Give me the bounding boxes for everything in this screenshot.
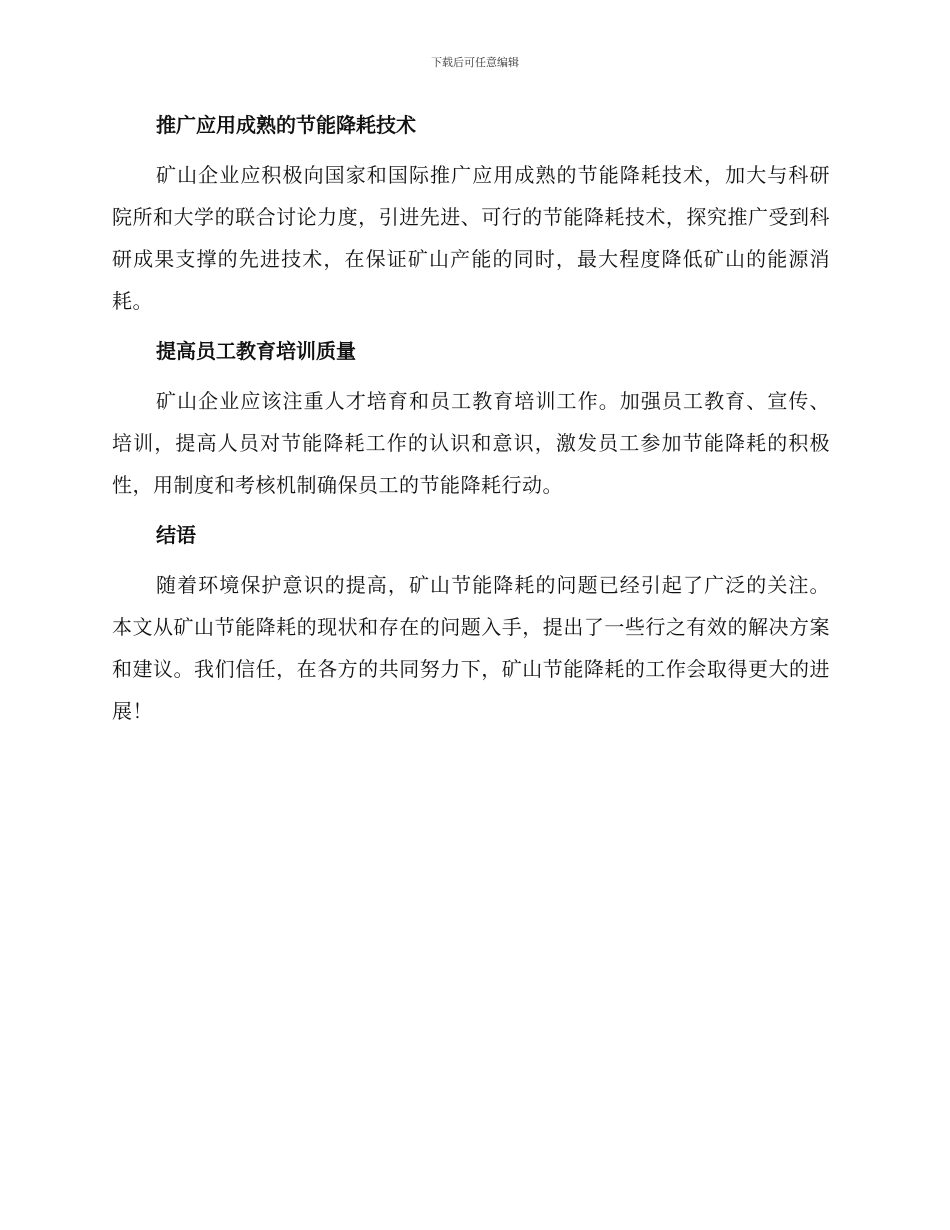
section-paragraph: 随着环境保护意识的提高，矿山节能降耗的问题已经引起了广泛的关注。本文从矿山节能降耗的现状和存在的问题入手，提出了一些行之有效的解决方案和建议。我们信任，在各方的共同努力下，矿山节能降耗的工作会取得更大的进展！ (112, 573, 830, 723)
section-paragraph: 矿山企业应积极向国家和国际推广应用成熟的节能降耗技术，加大与科研院所和大学的联合讨论力度，引进先进、可行的节能降耗技术，探究推广受到科研成果支撑的先进技术，在保证矿山产能的同时，最大程度降低矿山的能源消耗。 (112, 163, 830, 313)
section-conclusion (112, 520, 830, 732)
page-header: 下载后可任意编辑 (431, 56, 519, 69)
section-tech-promotion (112, 110, 830, 322)
section-heading: 提高员工教育培训质量 (156, 339, 356, 363)
document-body (112, 110, 830, 746)
section-paragraph: 矿山企业应该注重人才培育和员工教育培训工作。加强员工教育、宣传、培训，提高人员对节能降耗工作的认识和意识，激发员工参加节能降耗的积极性，用制度和考核机制确保员工的节能降耗行动。 (112, 389, 830, 497)
section-heading: 推广应用成熟的节能降耗技术 (156, 113, 416, 137)
section-staff-training (112, 336, 830, 506)
section-heading: 结语 (156, 523, 196, 547)
